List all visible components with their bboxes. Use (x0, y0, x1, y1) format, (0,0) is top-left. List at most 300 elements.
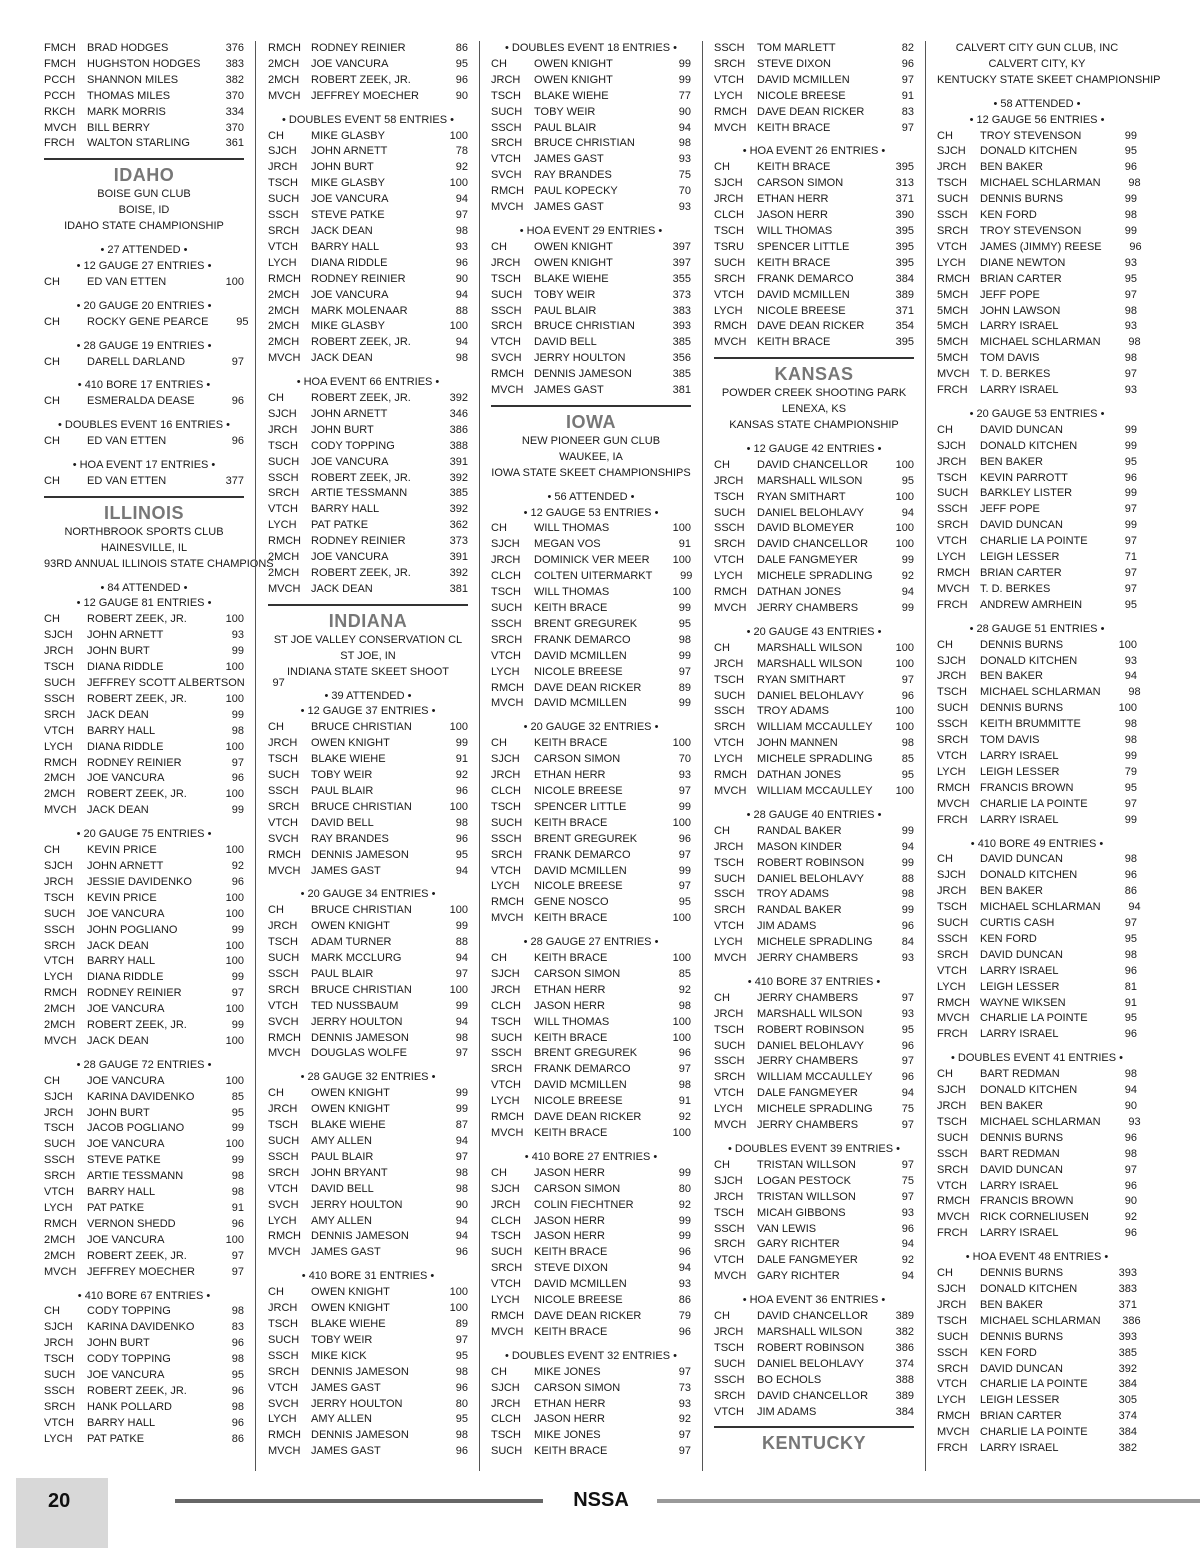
score: 99 (1124, 813, 1137, 826)
result-row (491, 1031, 691, 1047)
result-row (491, 617, 691, 633)
shooter-name: ED VAN ETTEN (87, 275, 167, 288)
score: 94 (455, 1214, 468, 1227)
shooter-name: DAVID MCMILLEN (534, 1278, 627, 1291)
shooter-name: BART REDMAN (980, 1147, 1060, 1160)
class-code: SRCH (268, 800, 300, 813)
class-code: CH (714, 991, 730, 1004)
result-row (491, 1046, 691, 1062)
score: 93 (1128, 1115, 1141, 1128)
score: 96 (678, 1047, 691, 1060)
score: 100 (225, 740, 244, 753)
shooter-name: STEVE PATKE (311, 209, 385, 222)
score: 97 (1124, 288, 1137, 301)
result-row (44, 355, 244, 371)
score: 376 (225, 42, 244, 54)
score: 384 (895, 1405, 914, 1418)
shooter-name: JAMES GAST (311, 1445, 381, 1458)
shooter-name: JOHN LAWSON (980, 304, 1061, 317)
score: 395 (895, 240, 914, 253)
shooter-name: MICHAEL SCHLARMAN (980, 1115, 1101, 1128)
shooter-name: ROBERT ZEEK, JR. (311, 336, 411, 349)
result-row (937, 948, 1137, 964)
class-code: RMCH (268, 1031, 301, 1044)
score: 94 (1124, 1084, 1137, 1097)
class-code: JRCH (937, 455, 967, 468)
result-row (937, 160, 1137, 176)
score: 80 (455, 1397, 468, 1410)
class-code: SRCH (44, 1400, 76, 1413)
class-code: SJCH (937, 1282, 966, 1295)
result-row (44, 1074, 244, 1090)
shooter-name: DENNIS BURNS (980, 1267, 1064, 1280)
class-code: SUCH (491, 288, 523, 301)
score: 96 (231, 875, 244, 888)
shooter-name: LARRY ISRAEL (980, 1442, 1059, 1455)
class-code: TSCH (937, 177, 967, 190)
shooter-name: TOM DAVIS (980, 352, 1040, 365)
score: 374 (1118, 1410, 1137, 1423)
class-code: TSCH (714, 1206, 744, 1219)
class-code: SRCH (937, 1362, 969, 1375)
class-code: MVCH (491, 384, 524, 397)
result-row (44, 692, 244, 708)
score: 90 (1124, 1100, 1137, 1112)
shooter-name: FRANK DEMARCO (534, 848, 631, 861)
class-code: SUCH (268, 1333, 300, 1346)
class-code: FMCH (44, 57, 76, 70)
result-row (44, 1002, 244, 1018)
class-code: VTCH (937, 1179, 967, 1192)
result-row (491, 649, 691, 665)
result-row (268, 983, 468, 999)
class-code: VTCH (714, 920, 744, 933)
class-code: PCCH (44, 73, 76, 86)
class-code: SRCH (491, 1063, 523, 1076)
result-row (937, 550, 1137, 566)
score: 99 (231, 1122, 244, 1135)
result-row (44, 1090, 244, 1106)
result-row (44, 1201, 244, 1217)
shooter-name: AMY ALLEN (311, 1413, 372, 1426)
score: 88 (455, 936, 468, 949)
score: 92 (455, 161, 468, 174)
shooter-name: TROY ADAMS (757, 888, 829, 901)
result-row (714, 704, 914, 720)
result-row (491, 1261, 691, 1277)
class-code: VTCH (491, 864, 521, 877)
shooter-name: PAUL BLAIR (311, 967, 374, 980)
class-code: MVCH (44, 1034, 77, 1047)
result-row (714, 506, 914, 522)
result-row (937, 1266, 1137, 1282)
class-code: LYCH (268, 519, 297, 532)
shooter-name: CHARLIE LA POINTE (980, 1012, 1088, 1025)
class-code: SJCH (491, 1381, 520, 1394)
class-code: RMCH (937, 781, 970, 794)
class-code: SJCH (44, 629, 73, 642)
class-code: CH (491, 737, 507, 750)
shooter-name: JASON HERR (757, 209, 828, 222)
score: 95 (901, 1023, 914, 1036)
class-code: 5MCH (937, 288, 969, 301)
result-row (491, 633, 691, 649)
event-heading: • 84 ATTENDED • (100, 581, 188, 594)
score: 100 (225, 1233, 244, 1246)
event-heading: • 12 GAUGE 53 ENTRIES • (523, 506, 659, 519)
score: 98 (1124, 1068, 1137, 1081)
score: 384 (1118, 1426, 1137, 1439)
result-row (714, 601, 914, 617)
class-code: SUCH (937, 917, 969, 930)
shooter-name: LEIGH LESSER (980, 1394, 1060, 1407)
shooter-name: COLTEN UITERMARKT (534, 570, 653, 583)
class-code: SRCH (268, 224, 300, 237)
score: 391 (449, 551, 468, 564)
result-row (491, 1110, 691, 1126)
class-code: SJCH (491, 967, 520, 980)
shooter-name: OWEN KNIGHT (534, 256, 613, 269)
event-heading: • 12 GAUGE 56 ENTRIES • (969, 113, 1105, 126)
score: 97 (678, 880, 691, 893)
result-row (44, 1336, 244, 1352)
score: 95 (1124, 455, 1137, 468)
class-code: LYCH (714, 570, 743, 583)
result-row (268, 1214, 468, 1230)
score: 98 (1128, 336, 1141, 349)
class-code: RMCH (491, 368, 524, 381)
shooter-name: TOBY WEIR (311, 1333, 373, 1346)
result-row (44, 771, 244, 787)
class-code: CH (491, 1166, 507, 1179)
score: 99 (678, 697, 691, 710)
shooter-name: DAVID BELL (534, 336, 597, 349)
score: 97 (678, 1429, 691, 1442)
score: 392 (449, 503, 468, 516)
score: 100 (225, 661, 244, 674)
shooter-name: JASON HERR (534, 999, 605, 1012)
result-row (44, 1416, 244, 1432)
shooter-name: WILL THOMAS (534, 1015, 610, 1028)
result-row (491, 983, 691, 999)
section-spacer (44, 1281, 244, 1289)
result-row (268, 816, 468, 832)
class-code: SSCH (491, 617, 522, 630)
shooter-name: TROY STEVENSON (980, 129, 1082, 142)
score: 86 (1124, 885, 1137, 898)
result-row (491, 152, 691, 168)
shooter-name: BARRY HALL (87, 1416, 156, 1429)
class-code: SSCH (268, 1349, 299, 1362)
shooter-name: DONALD KITCHEN (980, 869, 1078, 882)
result-row (937, 272, 1137, 288)
result-row (491, 784, 691, 800)
score: 395 (895, 256, 914, 269)
shooter-name: MIKE GLASBY (311, 320, 385, 333)
class-code: SRCH (268, 983, 300, 996)
shooter-name: ROBERT ZEEK, JR. (311, 392, 411, 405)
shooter-name: CURTIS CASH (980, 917, 1055, 930)
score: 98 (1124, 734, 1137, 747)
class-code: VTCH (937, 240, 967, 253)
section-spacer (44, 819, 244, 827)
class-code: MVCH (491, 1325, 524, 1338)
result-row (491, 537, 691, 553)
result-row (44, 1034, 244, 1050)
footer-brand: NSSA (573, 1489, 629, 1511)
result-row (714, 288, 914, 304)
class-code: CH (714, 641, 730, 654)
shooter-name: TROY ADAMS (757, 705, 829, 718)
shooter-name: MIKE JONES (534, 1365, 601, 1378)
shooter-name: FRANCIS BROWN (980, 781, 1074, 794)
result-row (714, 784, 914, 800)
shooter-name: DIANA RIDDLE (87, 740, 164, 753)
class-code: TSCH (714, 1023, 744, 1036)
shooter-name: MARSHALL WILSON (757, 641, 863, 654)
score: 93 (901, 952, 914, 965)
score: 373 (672, 288, 691, 301)
score: 96 (1124, 161, 1137, 174)
class-code: 2MCH (44, 1019, 76, 1032)
section-spacer (268, 879, 468, 887)
score: 99 (231, 971, 244, 984)
score: 88 (455, 304, 468, 317)
class-code: RMCH (714, 105, 747, 118)
class-code: TSCH (937, 686, 967, 699)
result-row (491, 1229, 691, 1245)
result-row (714, 887, 914, 903)
class-code: MVCH (937, 797, 970, 810)
class-code: SVCH (491, 352, 522, 365)
results-column (714, 41, 914, 1455)
class-code: SRCH (937, 519, 969, 532)
shooter-name: DENNIS JAMESON (311, 1429, 409, 1442)
score: 97 (901, 73, 914, 86)
shooter-name: JOHN POGLIANO (87, 923, 178, 936)
shooter-name: ETHAN HERR (757, 193, 829, 206)
result-row (44, 1352, 244, 1368)
class-code: MVCH (44, 121, 77, 134)
section-spacer (714, 434, 914, 442)
shooter-name: MARK MOLENAAR (311, 304, 408, 317)
shooter-name: BRIAN CARTER (980, 567, 1062, 579)
class-code: RMCH (44, 987, 77, 1000)
result-row (714, 1357, 914, 1373)
class-code: 2MCH (268, 336, 300, 349)
score: 94 (1128, 901, 1141, 914)
class-code: JRCH (714, 474, 744, 487)
result-row (268, 160, 468, 176)
result-row (44, 1169, 244, 1185)
shooter-name: PAT PATKE (311, 519, 369, 532)
class-code: RMCH (491, 1309, 524, 1322)
score: 100 (225, 939, 244, 952)
shooter-name: LEIGH LESSER (980, 551, 1060, 564)
class-code: MVCH (491, 201, 524, 214)
shooter-name: BEN BAKER (980, 885, 1043, 898)
class-code: JRCH (937, 161, 967, 174)
shooter-name: LEIGH LESSER (980, 765, 1060, 778)
score: 100 (895, 538, 914, 551)
class-code: 5MCH (937, 320, 969, 333)
result-row (268, 1118, 468, 1134)
score: 92 (455, 769, 468, 782)
result-row (268, 288, 468, 304)
shooter-name: GARY RICHTER (757, 1270, 840, 1283)
score: 97 (455, 209, 468, 222)
shooter-name: ARTIE TESSMANN (87, 1170, 184, 1183)
score: 97 (901, 1119, 914, 1132)
result-row (714, 935, 914, 951)
shooter-name: ARTIE TESSMANN (311, 487, 408, 500)
result-row (491, 1428, 691, 1444)
shooter-name: CARSON SIMON (534, 753, 621, 766)
shooter-name: DIANE NEWTON (980, 256, 1066, 269)
class-code: MVCH (937, 582, 970, 595)
shooter-name: KEITH BRACE (757, 336, 831, 349)
score: 99 (678, 57, 691, 70)
club-info-line: BOISE, ID (118, 204, 170, 217)
result-row (937, 701, 1137, 717)
class-code: LYCH (937, 980, 966, 993)
score: 95 (1124, 272, 1137, 285)
class-code: 2MCH (268, 320, 300, 333)
score: 90 (455, 1198, 468, 1211)
result-row (937, 685, 1141, 701)
result-row (44, 1265, 244, 1281)
class-code: PCCH (44, 89, 76, 102)
class-code: JRCH (491, 983, 521, 996)
result-row (714, 657, 914, 673)
result-row (44, 41, 244, 57)
shooter-name: WILLIAM MCCAULLEY (757, 1071, 873, 1084)
result-row (937, 471, 1137, 487)
score: 96 (231, 1337, 244, 1350)
score: 100 (449, 800, 468, 813)
score: 93 (678, 201, 691, 214)
class-code: VTCH (937, 535, 967, 548)
class-code: VTCH (714, 737, 744, 750)
score: 75 (901, 1103, 914, 1116)
result-row (937, 502, 1137, 518)
class-code: CH (714, 1310, 730, 1323)
result-row (44, 803, 244, 819)
score: 97 (678, 784, 691, 797)
shooter-name: STEVE PATKE (87, 1154, 161, 1167)
club-info-line: WAUKEE, IA (559, 450, 623, 463)
score: 73 (678, 1381, 691, 1394)
shooter-name: JOHN ARNETT (87, 629, 164, 642)
score: 100 (672, 952, 691, 965)
class-code: TSCH (44, 661, 74, 674)
shooter-name: BRIAN CARTER (980, 1410, 1062, 1423)
class-code: SUCH (714, 689, 746, 702)
class-code: SUCH (937, 487, 969, 500)
result-row (937, 304, 1137, 320)
score: 91 (678, 1095, 691, 1108)
class-code: CH (44, 355, 60, 368)
result-row (714, 840, 914, 856)
score: 86 (678, 1294, 691, 1307)
score: 97 (231, 1265, 244, 1278)
result-row (268, 768, 468, 784)
class-code: CH (937, 1068, 953, 1081)
score: 362 (449, 519, 468, 532)
shooter-name: KEITH BRACE (534, 1445, 608, 1458)
score: 86 (455, 42, 468, 54)
result-row (937, 964, 1137, 980)
score: 392 (449, 471, 468, 484)
score: 98 (455, 1182, 468, 1195)
result-row (268, 832, 468, 848)
result-row (714, 41, 914, 57)
shooter-name: KARINA DAVIDENKO (87, 1090, 195, 1103)
shooter-name: DAVID DUNCAN (980, 1163, 1063, 1176)
shooter-name: TROY STEVENSON (980, 224, 1082, 237)
result-row (44, 434, 244, 450)
shooter-name: MICHAEL SCHLARMAN (980, 336, 1101, 349)
class-code: VTCH (491, 336, 521, 349)
score: 91 (1124, 996, 1137, 1009)
shooter-name: JOE VANCURA (87, 1138, 165, 1151)
shooter-name: JERRY HOULTON (311, 1198, 403, 1211)
shooter-name: BLAKE WIEHE (534, 89, 609, 102)
shooter-name: JERRY HOULTON (311, 1397, 403, 1410)
result-row (268, 1412, 468, 1428)
class-code: SJCH (714, 1174, 743, 1187)
shooter-name: JESSIE DAVIDENKO (87, 875, 192, 888)
class-code: SUCH (44, 677, 76, 689)
class-code: MVCH (268, 1445, 301, 1458)
class-code: SVCH (491, 169, 522, 182)
section-spacer (268, 1261, 468, 1269)
score: 92 (901, 1254, 914, 1267)
score: 94 (455, 193, 468, 206)
shooter-name: ROBERT ZEEK, JR. (311, 73, 411, 86)
shooter-name: BARRY HALL (87, 724, 156, 737)
shooter-name: THOMAS MILES (87, 89, 171, 102)
class-code: LYCH (491, 665, 520, 678)
result-row (937, 192, 1137, 208)
score: 99 (231, 804, 244, 817)
result-row (491, 121, 691, 137)
score: 96 (901, 1071, 914, 1084)
shooter-name: RODNEY REINIER (87, 987, 182, 1000)
score: 96 (455, 256, 468, 269)
shooter-name: CARSON SIMON (534, 967, 621, 980)
class-code: CLCH (491, 1413, 521, 1426)
club-info-line: LENEXA, KS (781, 403, 847, 416)
class-code: SSCH (44, 1384, 75, 1397)
class-code: LYCH (714, 753, 743, 766)
class-code: TSCH (268, 753, 298, 766)
shooter-name: JOE VANCURA (311, 455, 389, 468)
shooter-name: ED VAN ETTEN (87, 435, 167, 448)
class-code: SSCH (44, 1154, 75, 1167)
class-code: CH (268, 129, 284, 142)
class-code: CH (491, 57, 507, 70)
score: 97 (678, 1063, 691, 1076)
shooter-name: VERNON SHEDD (87, 1217, 176, 1230)
score: 98 (1128, 177, 1141, 190)
class-code: JRCH (268, 161, 298, 174)
state-heading: IOWA (491, 405, 691, 434)
event-heading: • 410 BORE 31 ENTRIES • (301, 1270, 435, 1283)
class-code: JRCH (44, 1106, 74, 1119)
club-info-line: IDAHO STATE CHAMPIONSHIP (64, 220, 224, 233)
result-row (268, 1444, 468, 1460)
